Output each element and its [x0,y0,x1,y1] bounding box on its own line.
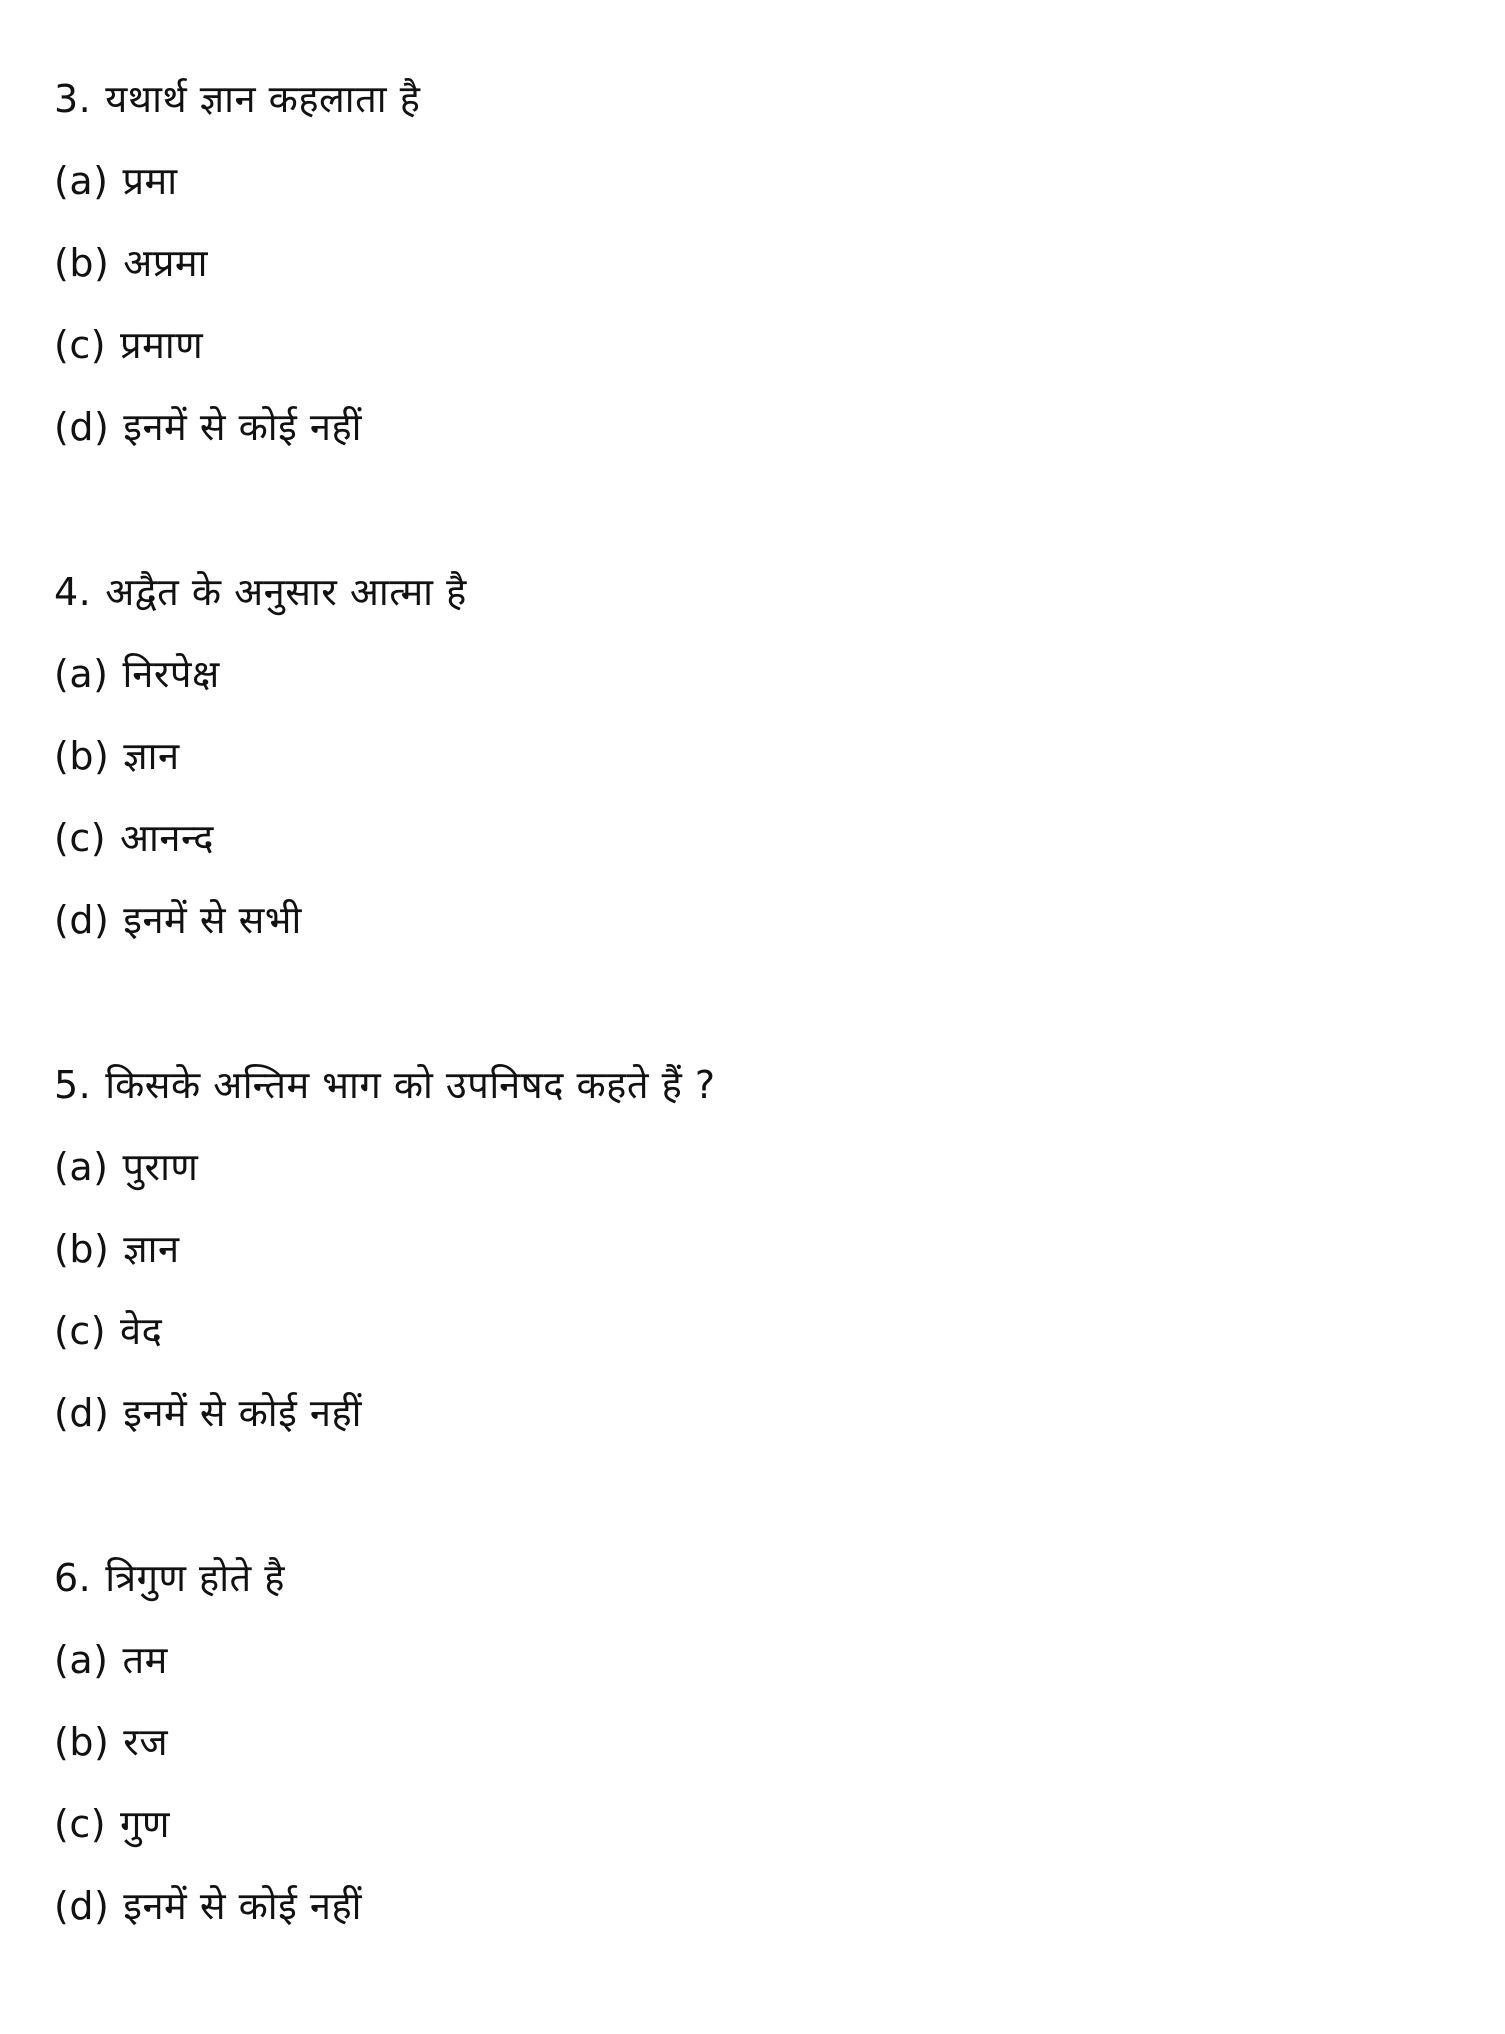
option-label: (a) [54,1145,109,1189]
option-c [54,323,420,408]
option-a [54,159,420,244]
option-d [54,1884,362,1969]
question-text: किसके अन्तिम भाग को उपनिषद कहते हैं ? [105,1063,716,1107]
option-label: (a) [54,159,109,203]
option-a [54,1638,362,1723]
option-label: (b) [54,734,110,778]
question-text: अद्वैत के अनुसार आत्मा है [105,570,467,614]
option-c [54,816,467,901]
question-line [54,1556,362,1641]
option-b [54,1227,716,1312]
question-number: 6. [54,1556,92,1600]
option-d [54,898,467,983]
option-label: (a) [54,1638,109,1682]
option-label: (b) [54,1720,110,1764]
question-line [54,77,421,162]
option-label: (c) [54,1309,107,1353]
option-a [54,1145,716,1230]
option-b [54,241,420,326]
option-d [54,405,420,490]
option-d [54,1391,716,1476]
option-label: (c) [54,323,107,367]
option-label: (d) [54,1884,110,1928]
question-number: 3. [54,77,92,121]
option-text: इनमें से कोई नहीं [123,405,362,449]
option-label: (d) [54,405,110,449]
option-b [54,734,467,819]
option-text: तम [122,1638,168,1682]
question-number: 5. [54,1063,92,1107]
question-block [54,570,467,983]
question-block [54,77,421,490]
option-text: वेद [120,1309,163,1353]
question-line [54,1063,716,1148]
option-text: आनन्द [120,816,214,860]
option-c [54,1309,716,1394]
option-text: प्रमाण [120,323,204,367]
question-block [54,1063,716,1476]
option-a [54,652,467,737]
question-text: यथार्थ ज्ञान कहलाता है [105,77,421,121]
question-text: त्रिगुण होते है [105,1556,285,1600]
option-text: इनमें से कोई नहीं [123,1391,362,1435]
option-text: अप्रमा [123,241,209,285]
option-label: (a) [54,652,109,696]
question-line [54,570,467,655]
option-text: निरपेक्ष [122,652,220,696]
option-label: (b) [54,241,110,285]
option-label: (b) [54,1227,110,1271]
option-text: ज्ञान [123,1227,180,1271]
option-text: रज [123,1720,169,1764]
option-b [54,1720,362,1805]
option-text: प्रमा [122,159,178,203]
option-text: इनमें से कोई नहीं [123,1884,362,1928]
question-block [54,1556,362,1969]
option-text: ज्ञान [123,734,180,778]
option-text: पुराण [122,1145,199,1189]
question-number: 4. [54,570,92,614]
option-label: (c) [54,1802,107,1846]
option-text: गुण [120,1802,170,1846]
option-c [54,1802,362,1887]
option-label: (d) [54,1391,110,1435]
option-label: (d) [54,898,110,942]
option-label: (c) [54,816,107,860]
option-text: इनमें से सभी [123,898,302,942]
